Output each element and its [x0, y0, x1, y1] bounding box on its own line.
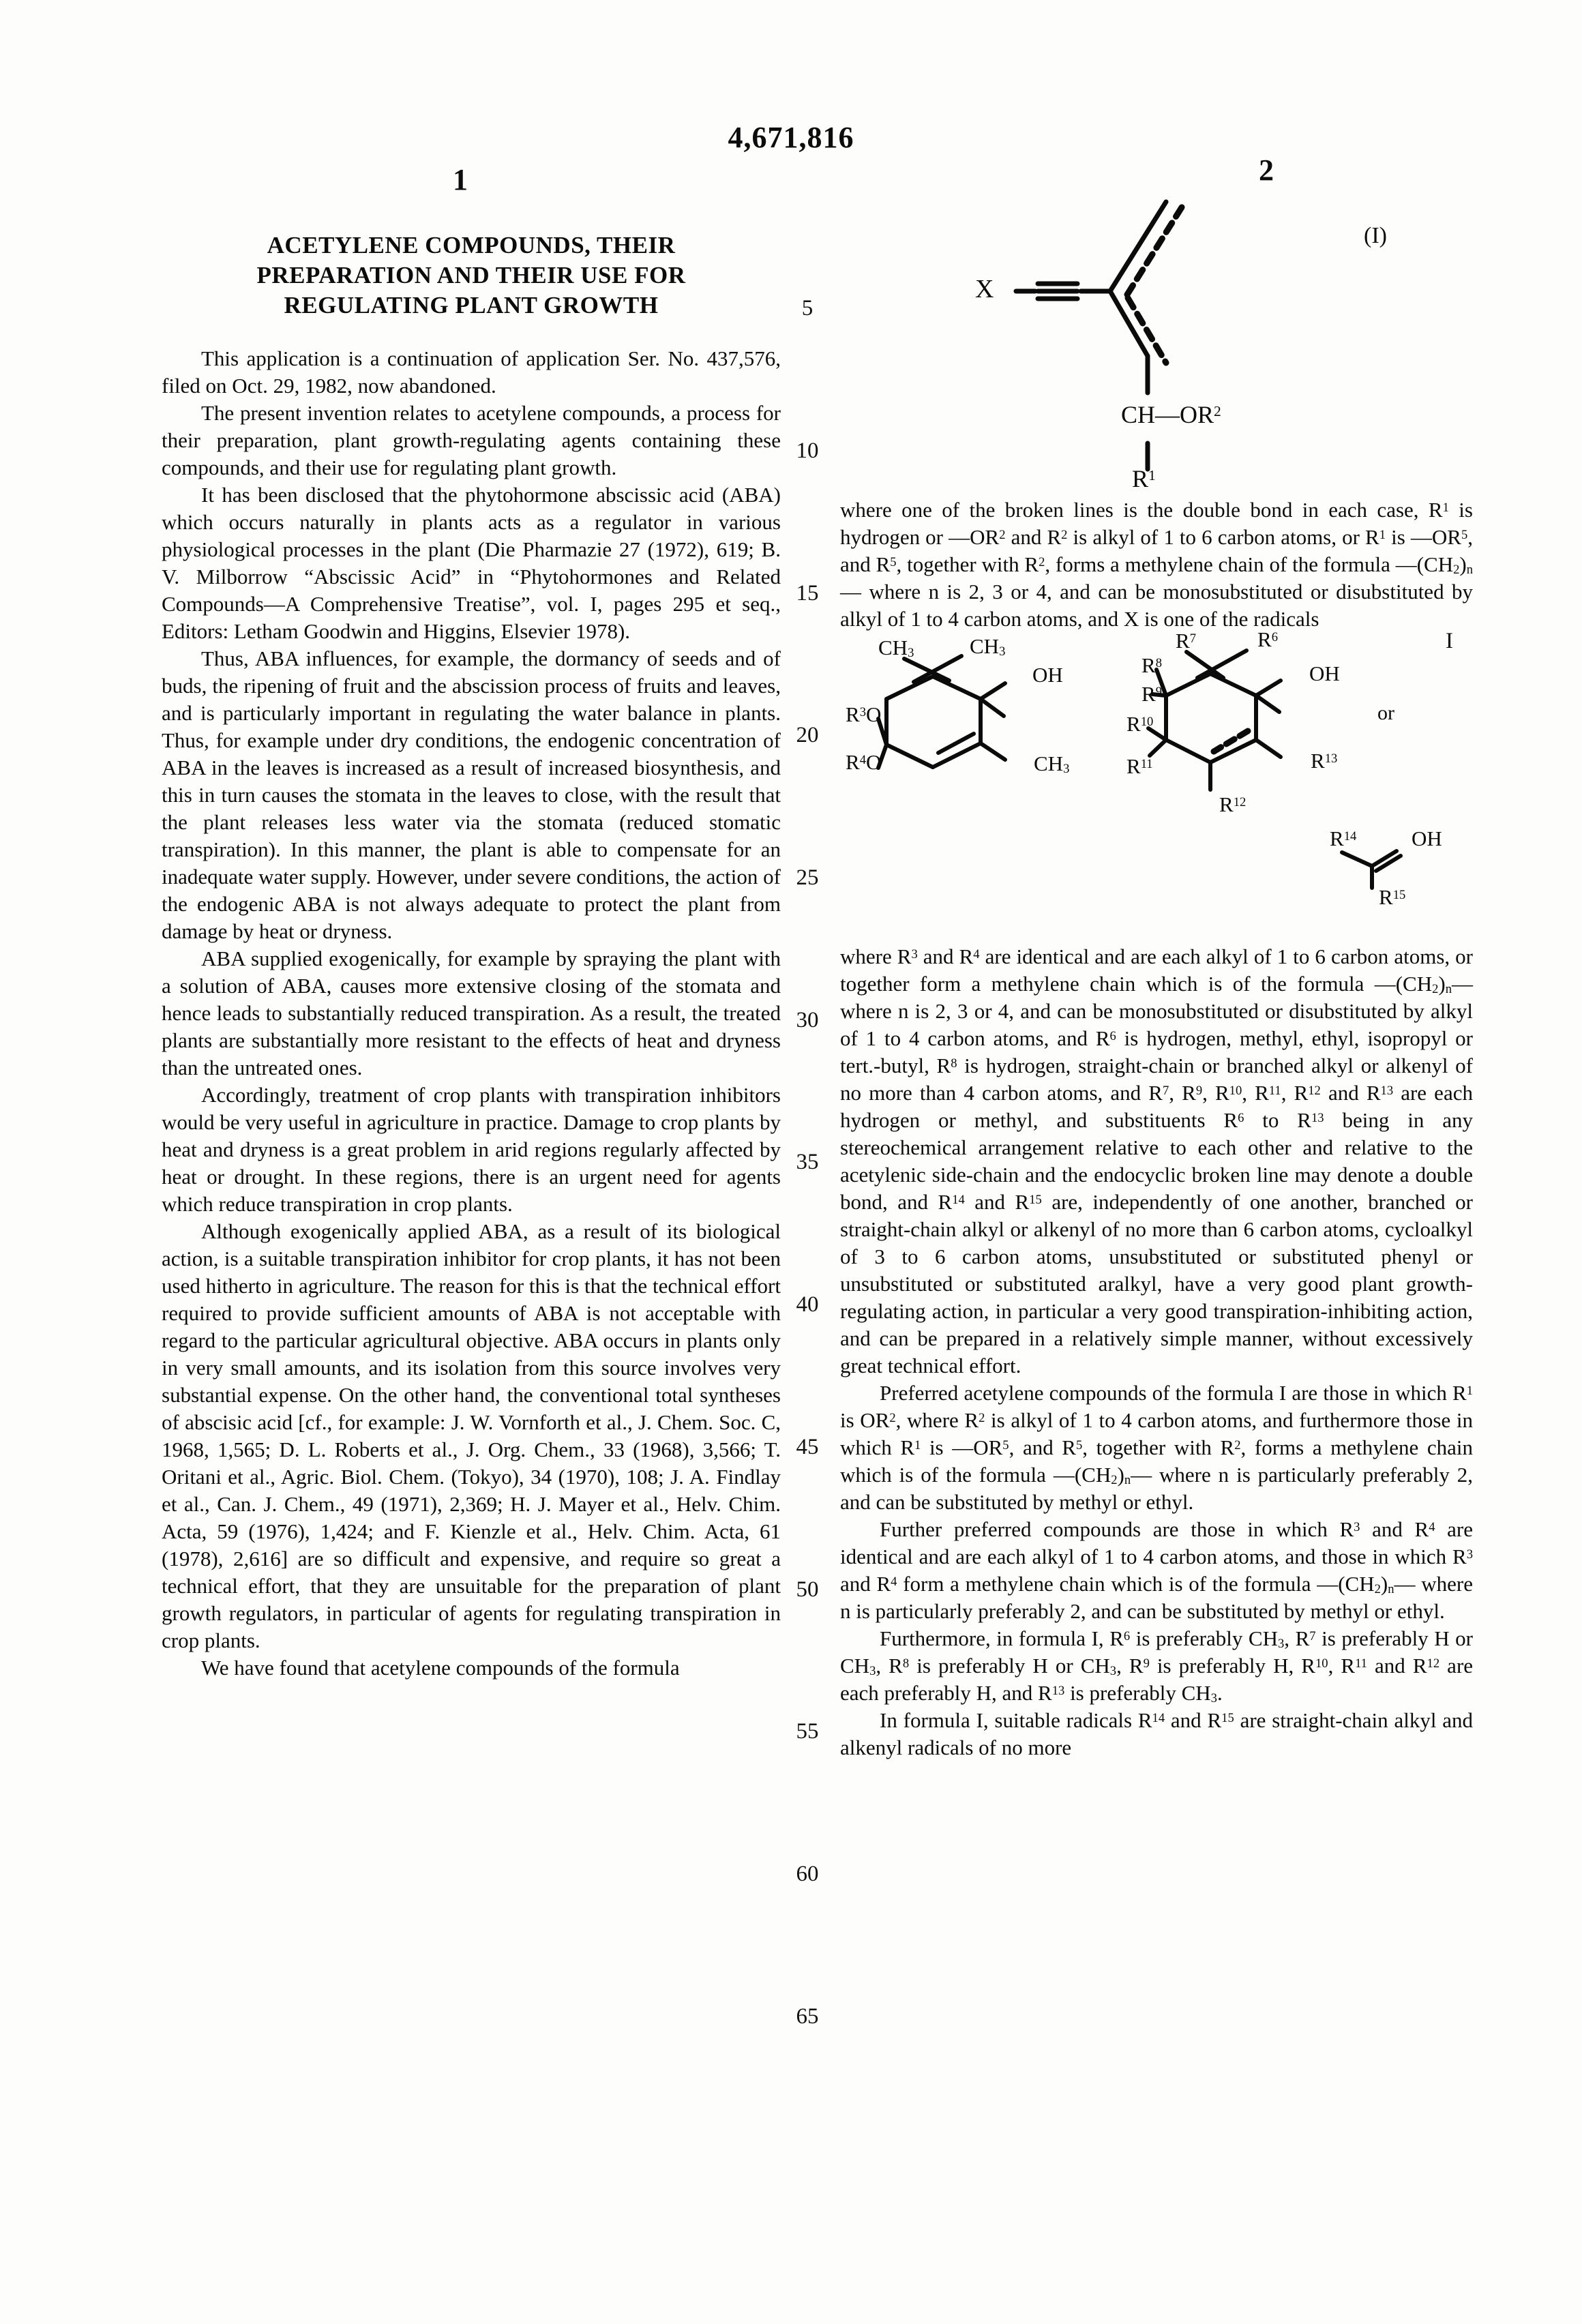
- formula-I-tag: (I): [1364, 223, 1387, 248]
- ring1-oh-label: OH: [1032, 663, 1063, 687]
- line-number: 10: [796, 438, 819, 463]
- ring2-r13-label: $R^{13}$: [1311, 749, 1338, 773]
- ring2-r12-label: $R^{12}$: [1219, 792, 1247, 816]
- formula-r1-label: $R^1$: [1132, 465, 1156, 492]
- bond-lines: [1016, 202, 1166, 469]
- left-paragraph-6: Accordingly, treatment of crop plants with transpiration inhibitors would be very useful in agriculture in practice. Damage to crop plants by heat and dryness is a great problem in arid regions regularly affected by heat or drought. In these regions, there is an urgent need for agents which reduce transpiration in crop plants.: [162, 1083, 781, 1216]
- line-number: 50: [796, 1577, 819, 1602]
- left-paragraph-4: Thus, ABA influences, for example, the dormancy of seeds and of buds, the ripening of fruit and the abscission process of fruits and leaves, and is particularly important in regulating the water balance in plants. Thus, for example under dry conditions, the endogenic concentration of ABA in the leaves is increased as a result of increased biosynthesis, and this in turn causes the stomata in the leaves to close, with the result that the plant releases less water via the stomata (reduced stomatic transpiration). In this manner, the plant is able to compensate for an inadequate water supply. However, under severe conditions, the action of the endogenic ABA is not always adequate to protect the plant from damage by heat or dryness.: [162, 646, 781, 943]
- fragment-r14-label: $R^{14}$: [1330, 826, 1357, 850]
- line-number: 45: [796, 1435, 819, 1459]
- page-title: ACETYLENE COMPOUNDS, THEIR PREPARATION AND THEIR USE FOR REGULATING PLANT GROWTH: [256, 232, 686, 318]
- ring2-r6-label: $R^6$: [1257, 627, 1278, 651]
- right-paragraph-3: Further preferred compounds are those in which $R^3$ and $R^4$ are identical and are each alkyl of 1 to 4 carbon atoms, and those in which $R^3$ and $R^4$ form a methylene chain which is of the formula $—(CH_2)_n—$ where n is particularly preferably 2, and can be substituted by methyl or ethyl.: [840, 1517, 1474, 1623]
- left-paragraph-5: ABA supplied exogenically, for example by spraying the plant with a solution of ABA, causes more extensive closing of the stomata and hence leads to substantially reduced transpiration. As a result, the treated plants are substantially more resistant to the effects of heat and dryness than the untreated ones.: [162, 947, 781, 1079]
- line-number: 40: [796, 1292, 819, 1317]
- left-column: [162, 230, 781, 1682]
- column-number-left: 1: [453, 163, 468, 196]
- left-paragraph-1: This application is a continuation of application Ser. No. 437,576, filed on Oct. 29, 1982, now abandoned.: [162, 346, 781, 398]
- fragment-oh-label: OH: [1412, 826, 1442, 850]
- ring1-r3o-label: $R^3O$: [846, 702, 882, 726]
- ring2-oh-label: OH: [1309, 661, 1340, 685]
- line-number: 35: [796, 1150, 819, 1174]
- radicals-group-I-tag: I: [1446, 629, 1453, 653]
- line-number: 5: [801, 296, 814, 321]
- right-paragraph-5: In formula I, suitable radicals $R^{14}$ and $R^{15}$ are straight-chain alkyl and alkenyl radicals of no more: [840, 1708, 1473, 1759]
- ring1-r4o-label: $R^4O$: [846, 750, 882, 774]
- or-label: or: [1377, 702, 1394, 724]
- fragment-bond-lines: [1342, 851, 1401, 888]
- ring1-ch3-right-label: $CH_3$: [970, 634, 1006, 659]
- formula-I-diagram: [840, 205, 1473, 496]
- radical-structures-diagram: [840, 627, 1473, 943]
- left-paragraph-2: The present invention relates to acetylene compounds, a process for their preparation, plant growth-regulating agents containing these compounds, and their use for regulating plant growth.: [162, 401, 781, 479]
- left-paragraph-3: It has been disclosed that the phytohormone abscissic acid (ABA) which occurs naturally in plants acts as a regulator in various physiological processes in the plant (Die Pharmazie 27 (1972), 619; B. V. Milborrow “Abscissic Acid” in “Phytohormones and Related Compounds—A Comprehensive Treatise”, vol. I, pages 295 et seq., Editors: Letham Goodwin and Higgins, Elsevier 1978).: [162, 483, 781, 643]
- line-number: 15: [796, 581, 819, 606]
- ring1-ch3-bottom-label: $CH_3$: [1034, 751, 1070, 777]
- left-paragraph-7: Although exogenically applied ABA, as a result of its biological action, is a suitable transpiration inhibitor for crop plants, it has not been used hitherto in agriculture. The reason for this is that the technical effort required to provide sufficient amounts of ABA is not acceptable with regard to the particular agricultural objective. ABA occurs in plants only in very small amounts, and its isolation from this source involves very substantial expense. On the other hand, the conventional total syntheses of abscisic acid [cf., for example: J. W. Vornforth et al., J. Chem. Soc. C, 1968, 1,565; D. L. Roberts et al., J. Org. Chem., 33 (1968), 3,566; T. Oritani et al., Agric. Biol. Chem. (Tokyo), 34 (1970), 108; J. A. Findlay et al., Can. J. Chem., 49 (1971), 2,369; H. J. Mayer et al., Helv. Chim. Acta, 59 (1976), 1,424; and F. Kienzle et al., Helv. Chim. Acta, 61 (1978), 2,616] are so difficult and expensive, and require so great a technical effort, that they are unsuitable for the preparation of plant growth regulators, in particular of agents for regulating transpiration in crop plants.: [162, 1219, 781, 1652]
- right-column: [840, 205, 1473, 1761]
- formula-ch-or2-label: $CH—OR^2$: [1121, 401, 1221, 428]
- right-paragraph-1: where $R^3$ and $R^4$ are identical and are each alkyl of 1 to 6 carbon atoms, or together form a methylene chain which is of the formula $—(CH_2)_n—$ where n is 2, 3 or 4, and can be monosubstituted or disubstituted by alkyl of 1 to 4 carbon atoms, and $R^6$ is hydrogen, methyl, ethyl, isopropyl or tert.-butyl, $R^8$ is hydrogen, straight-chain or branched alkyl or alkenyl of no more than 4 carbon atoms, and $R^7$, $R^9$, $R^{10}$, $R^{11}$, $R^{12}$ and $R^{13}$ are each hydrogen or methyl, and substituents $R^6$ to $R^{13}$ being in any stereochemical arrangement relative to each other and relative to the acetylenic side-chain and the endocyclic broken line may denote a double bond, and $R^{14}$ and $R^{15}$ are, independently of one another, branched or straight-chain alkyl or alkenyl of no more than 6 carbon atoms, cycloalkyl of 3 to 6 carbon atoms, unsubstituted or substituted phenyl or unsubstituted or substituted aralkyl, have a very good plant growth-regulating action, in particular a very good transpiration-inhibiting action, and can be prepared in a relatively simple manner, without excessively great technical effort.: [840, 944, 1474, 1377]
- formula-x-label: X: [975, 275, 994, 303]
- line-number: 25: [796, 865, 819, 890]
- ring2-r8-label: $R^8$: [1141, 653, 1162, 677]
- ring1-bond-lines: [878, 656, 1005, 768]
- ring2-r9-label: $R^9$: [1141, 682, 1162, 706]
- line-number: 20: [796, 723, 819, 747]
- line-number: 65: [796, 2004, 819, 2029]
- line-number: 55: [796, 1719, 819, 1744]
- line-number: 60: [796, 1862, 819, 1886]
- fragment-r15-label: $R^{15}$: [1379, 885, 1406, 909]
- right-paragraph-intro: where one of the broken lines is the double bond in each case, $R^1$ is hydrogen or $—OR^2$ and $R^2$ is alkyl of 1 to 6 carbon atoms, or $R^1$ is $—OR^5$, and $R^5$, together with $R^2$, forms a methylene chain of the formula $—(CH_2)_n—$ where n is 2, 3 or 4, and can be monosubstituted or disubstituted by alkyl of 1 to 4 carbon atoms, and X is one of the radicals: [840, 498, 1474, 631]
- column-number-right: 2: [1259, 153, 1274, 187]
- left-paragraph-8: We have found that acetylene compounds of the formula: [201, 1656, 680, 1680]
- line-number: 30: [796, 1008, 819, 1032]
- right-paragraph-4: Furthermore, in formula I, $R^6$ is preferably $CH_3$, $R^7$ is preferably H or $CH_3$, $R^8$ is preferably H or $CH_3$, $R^9$ is preferably H, $R^{10}$, $R^{11}$ and $R^{12}$ are each preferably H, and $R^{13}$ is preferably $CH_3$.: [840, 1626, 1474, 1706]
- ring2-r10-label: $R^{10}$: [1126, 712, 1154, 736]
- right-paragraph-2: Preferred acetylene compounds of the formula I are those in which $R^1$ is $OR^2$, where $R^2$ is alkyl of 1 to 4 carbon atoms, and furthermore those in which $R^1$ is $—OR^5$, and $R^5$, together with $R^2$, forms a methylene chain which is of the formula $—(CH_2)_n—$ where n is particularly preferably 2, and can be substituted by methyl or ethyl.: [840, 1381, 1474, 1514]
- ring1-ch3-left-label: $CH_3$: [878, 636, 914, 661]
- ring2-bond-lines: [1148, 651, 1281, 790]
- ring2-r7-label: $R^7$: [1176, 629, 1196, 653]
- patent-number: 4,671,816: [728, 121, 854, 154]
- ring2-r11-label: $R^{11}$: [1126, 754, 1153, 778]
